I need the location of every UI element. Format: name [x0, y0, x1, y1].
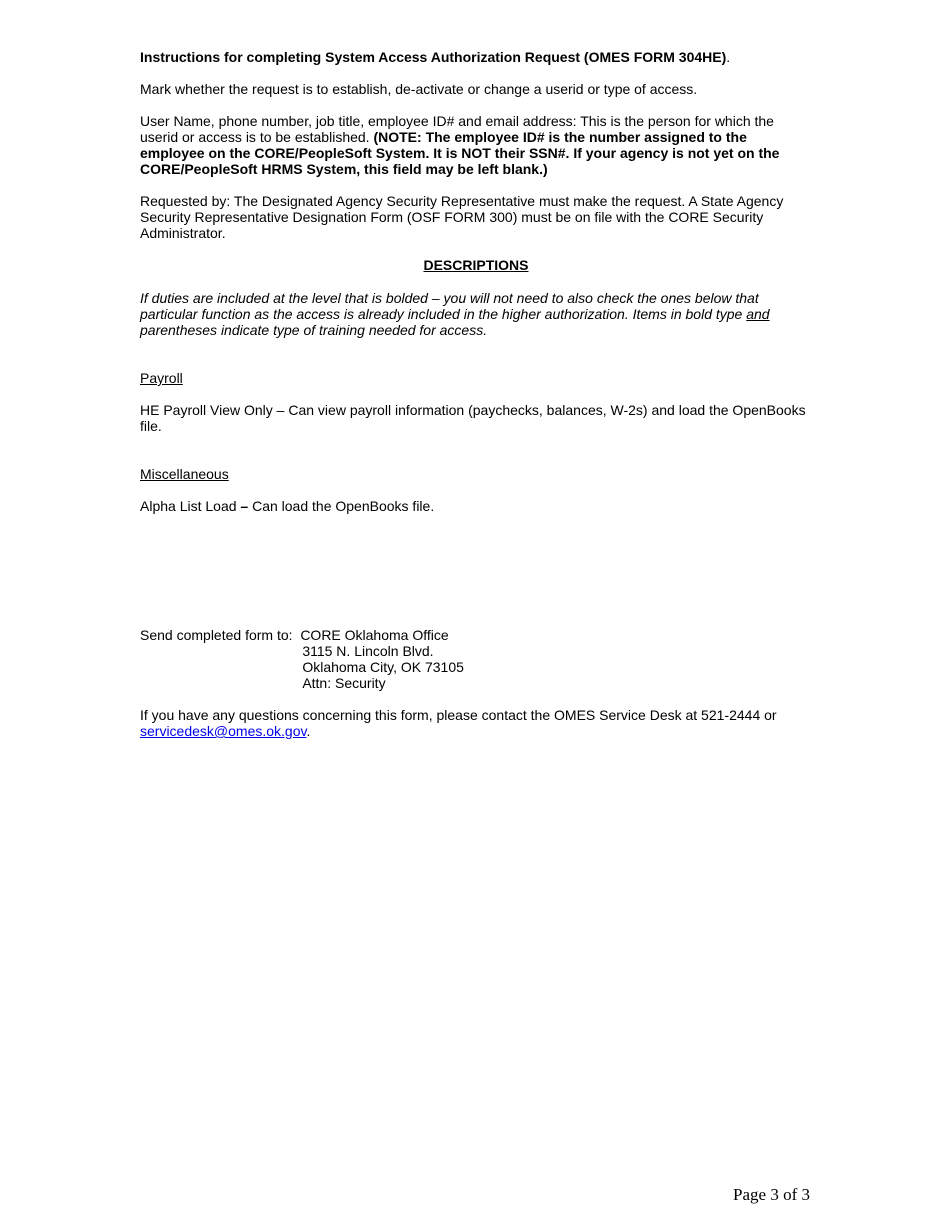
document-heading	[140, 49, 812, 65]
mark-instruction: Mark whether the request is to establish, de-activate or change a userid or type of access.	[140, 81, 698, 97]
requested-by-paragraph: Requested by: The Designated Agency Security Representative must make the request. A State Agency Security Representative Designation Form (OSF FORM 300) must be on file with the CORE Security Administrator.	[140, 193, 784, 241]
section-title-payroll: Payroll	[140, 370, 183, 386]
page-number: Page 3 of 3	[733, 1185, 810, 1204]
alpha-list-load-label: Alpha List Load	[140, 498, 241, 514]
user-info-paragraph	[140, 113, 812, 177]
document-page	[140, 49, 812, 739]
heading-text: Instructions for completing System Access Authorization Request (OMES FORM 304HE)	[140, 49, 727, 65]
service-desk-email-link[interactable]: servicedesk@omes.ok.gov	[140, 723, 307, 739]
alpha-list-load-dash: –	[240, 498, 249, 514]
questions-period: .	[306, 723, 311, 739]
questions-text: If you have any questions concerning this form, please contact the OMES Service Desk at 521-2444 or	[140, 707, 777, 723]
descriptions-note-part1: If duties are included at the level that is bolded – you will not need to also check the ones below that particular function as the access is already included in the higher authorization. Items in bold type	[140, 290, 759, 322]
user-info-text: User Name, phone number, job title, employee ID# and email address: This is the person for which the userid or access is to be established.	[140, 113, 774, 145]
send-to-block	[140, 627, 812, 691]
send-to-label: Send completed form to:	[140, 627, 301, 643]
questions-paragraph	[140, 707, 812, 739]
heading-period: .	[726, 49, 731, 65]
descriptions-note-part2: parentheses indicate type of training needed for access.	[140, 322, 488, 338]
user-info-note: (NOTE: The employee ID# is the number assigned to the employee on the CORE/PeopleSoft System. It is NOT their SSN#. If your agency is not yet on the CORE/PeopleSoft HRMS System, this field may be left blank.)	[140, 129, 780, 177]
section-text-miscellaneous	[140, 498, 812, 514]
section-title-miscellaneous: Miscellaneous	[140, 466, 229, 482]
address-line-2: 3115 N. Lincoln Blvd.	[302, 643, 434, 659]
address-line-4: Attn: Security	[302, 675, 386, 691]
descriptions-title: DESCRIPTIONS	[423, 257, 529, 273]
descriptions-note	[140, 290, 812, 338]
alpha-list-load-desc: Can load the OpenBooks file.	[248, 498, 435, 514]
address-line-3: Oklahoma City, OK 73105	[302, 659, 464, 675]
send-to-address	[300, 627, 464, 691]
address-line-1: CORE Oklahoma Office	[300, 627, 449, 643]
descriptions-note-and: and	[746, 306, 770, 322]
section-text-payroll: HE Payroll View Only – Can view payroll information (paychecks, balances, W-2s) and load the OpenBooks file.	[140, 402, 806, 434]
